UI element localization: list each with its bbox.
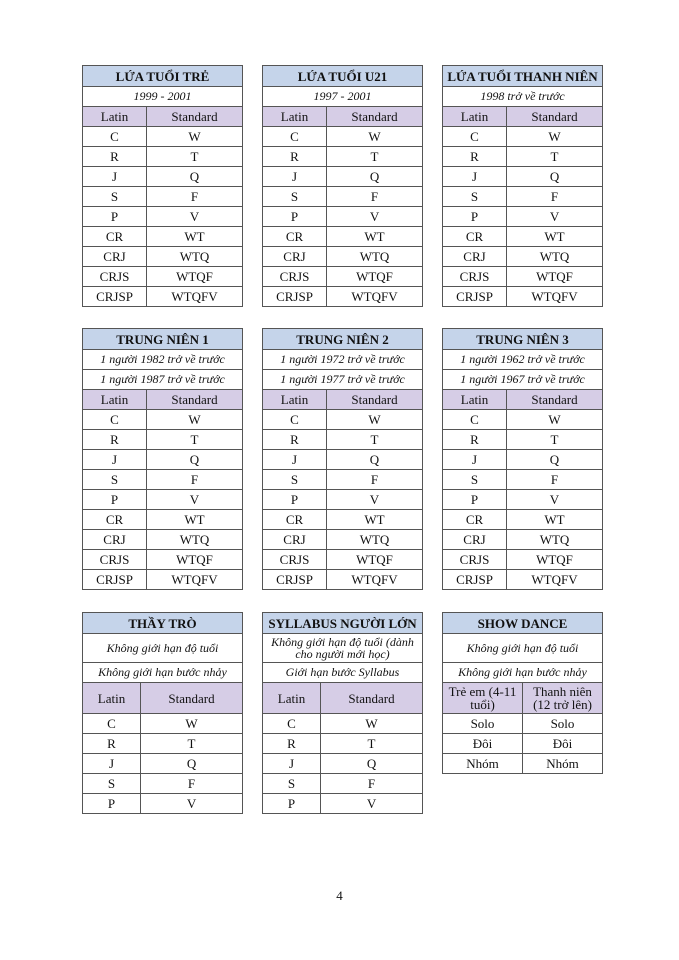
table-cell: V bbox=[507, 490, 603, 510]
table-cell: T bbox=[147, 147, 243, 167]
table-cell: P bbox=[443, 207, 507, 227]
table-cell: WTQF bbox=[327, 267, 423, 287]
table-cell: CRJSP bbox=[443, 570, 507, 590]
table-lua-tuoi-u21 bbox=[262, 65, 423, 307]
table-row bbox=[263, 127, 423, 147]
table-cell: F bbox=[327, 470, 423, 490]
table-cell: C bbox=[263, 714, 321, 734]
table-row bbox=[443, 450, 603, 470]
page-number: 4 bbox=[336, 888, 343, 903]
table-cell: C bbox=[83, 714, 141, 734]
table-cell: Solo bbox=[523, 714, 603, 734]
table-cell: CR bbox=[263, 510, 327, 530]
column-header: Standard bbox=[507, 107, 603, 127]
table-cell: J bbox=[83, 450, 147, 470]
table-cell: Q bbox=[327, 167, 423, 187]
table-row bbox=[83, 287, 243, 307]
table-title: LỨA TUỔI THANH NIÊN bbox=[443, 66, 603, 87]
table-row bbox=[83, 734, 243, 754]
table-cell: R bbox=[443, 147, 507, 167]
table-cell: T bbox=[507, 147, 603, 167]
table-cell: S bbox=[263, 774, 321, 794]
table-cell: V bbox=[141, 794, 243, 814]
table-row bbox=[83, 490, 243, 510]
table-subtitle: 1998 trở về trước bbox=[443, 87, 603, 107]
table-cell: WTQF bbox=[327, 550, 423, 570]
table-cell: P bbox=[263, 490, 327, 510]
table-cell: R bbox=[263, 430, 327, 450]
table-cell: Q bbox=[147, 167, 243, 187]
table-syllabus-nguoi-lon bbox=[262, 612, 423, 814]
table-row bbox=[83, 267, 243, 287]
table-row bbox=[263, 490, 423, 510]
table-subtitle: Không giới hạn bước nhảy bbox=[83, 663, 243, 683]
table-cell: T bbox=[327, 147, 423, 167]
table-row bbox=[263, 247, 423, 267]
table-row bbox=[263, 550, 423, 570]
table-cell: J bbox=[443, 167, 507, 187]
table-cell: WT bbox=[147, 227, 243, 247]
table-thay-tro bbox=[82, 612, 243, 814]
table-row bbox=[83, 450, 243, 470]
table-cell: S bbox=[263, 470, 327, 490]
table-trung-nien-1 bbox=[82, 328, 243, 590]
table-cell: P bbox=[83, 490, 147, 510]
table-subtitle: 1997 - 2001 bbox=[263, 87, 423, 107]
table-row bbox=[83, 510, 243, 530]
column-header: Latin bbox=[83, 390, 147, 410]
table-row bbox=[443, 287, 603, 307]
table-subtitle: Giới hạn bước Syllabus bbox=[263, 663, 423, 683]
table-cell: P bbox=[263, 794, 321, 814]
table-row bbox=[443, 510, 603, 530]
table-cell: C bbox=[263, 127, 327, 147]
table-cell: F bbox=[147, 470, 243, 490]
table-row bbox=[443, 147, 603, 167]
table-cell: T bbox=[507, 430, 603, 450]
table-cell: T bbox=[327, 430, 423, 450]
table-cell: CR bbox=[443, 227, 507, 247]
table-cell: Đôi bbox=[443, 734, 523, 754]
table-cell: Nhóm bbox=[443, 754, 523, 774]
table-cell: WTQFV bbox=[327, 287, 423, 307]
table-row bbox=[83, 227, 243, 247]
table-row bbox=[263, 450, 423, 470]
table-cell: R bbox=[263, 147, 327, 167]
table-row bbox=[263, 570, 423, 590]
table-subtitle: Không giới hạn độ tuổi bbox=[83, 634, 243, 663]
table-cell: C bbox=[83, 127, 147, 147]
table-cell: J bbox=[263, 167, 327, 187]
table-cell: Q bbox=[327, 450, 423, 470]
table-cell: R bbox=[83, 430, 147, 450]
table-row bbox=[263, 430, 423, 450]
table-subtitle: 1 người 1977 trở về trước bbox=[263, 370, 423, 390]
table-cell: WTQFV bbox=[147, 570, 243, 590]
table-subtitle: 1 người 1967 trở về trước bbox=[443, 370, 603, 390]
table-cell: S bbox=[83, 774, 141, 794]
table-cell: CR bbox=[83, 510, 147, 530]
table-cell: WT bbox=[327, 510, 423, 530]
table-cell: CR bbox=[263, 227, 327, 247]
table-row bbox=[263, 714, 423, 734]
table-cell: J bbox=[83, 167, 147, 187]
table-cell: CR bbox=[83, 227, 147, 247]
table-cell: C bbox=[443, 410, 507, 430]
table-cell: W bbox=[507, 127, 603, 147]
table-row bbox=[263, 794, 423, 814]
column-header: Standard bbox=[507, 390, 603, 410]
table-row bbox=[443, 127, 603, 147]
table-row bbox=[263, 267, 423, 287]
column-header: Latin bbox=[443, 390, 507, 410]
table-row bbox=[83, 754, 243, 774]
table-cell: CR bbox=[443, 510, 507, 530]
table-row bbox=[443, 430, 603, 450]
table-subtitle: Không giới hạn độ tuổi (dành cho người mới học) bbox=[263, 634, 423, 663]
table-row bbox=[263, 754, 423, 774]
table-cell: WTQFV bbox=[147, 287, 243, 307]
table-cell: CRJS bbox=[83, 267, 147, 287]
table-cell: W bbox=[327, 127, 423, 147]
table-row bbox=[443, 550, 603, 570]
table-cell: CRJ bbox=[83, 247, 147, 267]
table-subtitle: 1 người 1987 trở về trước bbox=[83, 370, 243, 390]
table-cell: J bbox=[263, 754, 321, 774]
table-row bbox=[83, 247, 243, 267]
column-header: Latin bbox=[263, 107, 327, 127]
table-cell: WTQ bbox=[507, 530, 603, 550]
table-cell: CRJS bbox=[83, 550, 147, 570]
table-title: TRUNG NIÊN 2 bbox=[263, 329, 423, 350]
table-title: TRUNG NIÊN 3 bbox=[443, 329, 603, 350]
table-row bbox=[83, 410, 243, 430]
table-cell: CRJS bbox=[263, 267, 327, 287]
table-cell: J bbox=[443, 450, 507, 470]
table-row bbox=[263, 227, 423, 247]
table-cell: WTQF bbox=[507, 267, 603, 287]
table-cell: Q bbox=[321, 754, 423, 774]
table-lua-tuoi-tre bbox=[82, 65, 243, 307]
table-row bbox=[443, 187, 603, 207]
table-cell: F bbox=[507, 187, 603, 207]
table-title: LỨA TUỔI TRẺ bbox=[83, 66, 243, 87]
table-cell: V bbox=[147, 207, 243, 227]
table-row bbox=[443, 207, 603, 227]
column-header: Trẻ em (4-11 tuổi) bbox=[443, 683, 523, 714]
table-cell: P bbox=[83, 794, 141, 814]
table-cell: CRJS bbox=[263, 550, 327, 570]
table-cell: Solo bbox=[443, 714, 523, 734]
table-cell: R bbox=[443, 430, 507, 450]
table-cell: WTQ bbox=[147, 530, 243, 550]
table-cell: CRJSP bbox=[263, 570, 327, 590]
table-cell: WTQ bbox=[147, 247, 243, 267]
column-header: Standard bbox=[147, 107, 243, 127]
table-show-dance bbox=[442, 612, 603, 774]
table-cell: CRJ bbox=[443, 247, 507, 267]
table-cell: W bbox=[147, 410, 243, 430]
column-header: Standard bbox=[327, 390, 423, 410]
table-cell: Đôi bbox=[523, 734, 603, 754]
table-cell: Q bbox=[507, 167, 603, 187]
table-row bbox=[263, 147, 423, 167]
table-cell: Q bbox=[141, 754, 243, 774]
table-row bbox=[443, 470, 603, 490]
table-cell: S bbox=[263, 187, 327, 207]
table-subtitle: 1 người 1972 trở về trước bbox=[263, 350, 423, 370]
table-row bbox=[263, 530, 423, 550]
table-row bbox=[443, 734, 603, 754]
table-cell: C bbox=[263, 410, 327, 430]
table-trung-nien-3 bbox=[442, 328, 603, 590]
table-cell: CRJ bbox=[263, 247, 327, 267]
table-row bbox=[443, 410, 603, 430]
table-cell: CRJSP bbox=[263, 287, 327, 307]
column-header: Standard bbox=[321, 683, 423, 714]
table-row bbox=[83, 774, 243, 794]
table-cell: CRJ bbox=[83, 530, 147, 550]
table-cell: F bbox=[321, 774, 423, 794]
column-header: Thanh niên (12 trở lên) bbox=[523, 683, 603, 714]
table-row bbox=[83, 530, 243, 550]
table-cell: W bbox=[507, 410, 603, 430]
table-row bbox=[83, 147, 243, 167]
table-cell: F bbox=[327, 187, 423, 207]
column-header: Latin bbox=[83, 683, 141, 714]
table-row bbox=[443, 267, 603, 287]
table-cell: P bbox=[263, 207, 327, 227]
table-cell: WTQFV bbox=[327, 570, 423, 590]
table-cell: P bbox=[443, 490, 507, 510]
table-cell: R bbox=[263, 734, 321, 754]
table-row bbox=[83, 167, 243, 187]
table-row bbox=[83, 470, 243, 490]
table-cell: T bbox=[141, 734, 243, 754]
table-cell: T bbox=[321, 734, 423, 754]
table-cell: V bbox=[507, 207, 603, 227]
table-cell: CRJSP bbox=[443, 287, 507, 307]
table-cell: WTQF bbox=[507, 550, 603, 570]
table-cell: Nhóm bbox=[523, 754, 603, 774]
table-cell: J bbox=[83, 754, 141, 774]
table-cell: J bbox=[263, 450, 327, 470]
table-cell: WTQ bbox=[327, 530, 423, 550]
table-cell: F bbox=[147, 187, 243, 207]
table-cell: WTQFV bbox=[507, 570, 603, 590]
table-row bbox=[263, 734, 423, 754]
table-cell: S bbox=[443, 187, 507, 207]
table-cell: W bbox=[141, 714, 243, 734]
table-row bbox=[443, 490, 603, 510]
table-cell: R bbox=[83, 147, 147, 167]
table-cell: P bbox=[83, 207, 147, 227]
table-title: LỨA TUỔI U21 bbox=[263, 66, 423, 87]
table-cell: S bbox=[443, 470, 507, 490]
table-subtitle: 1 người 1962 trở về trước bbox=[443, 350, 603, 370]
table-cell: WTQF bbox=[147, 550, 243, 570]
table-row bbox=[83, 550, 243, 570]
table-row bbox=[443, 247, 603, 267]
column-header: Standard bbox=[147, 390, 243, 410]
column-header: Latin bbox=[443, 107, 507, 127]
table-row bbox=[83, 127, 243, 147]
table-subtitle: Không giới hạn bước nhảy bbox=[443, 663, 603, 683]
table-row bbox=[263, 287, 423, 307]
table-cell: WTQF bbox=[147, 267, 243, 287]
table-lua-tuoi-thanh-nien bbox=[442, 65, 603, 307]
column-header: Latin bbox=[263, 683, 321, 714]
table-subtitle: Không giới hạn độ tuổi bbox=[443, 634, 603, 663]
table-cell: W bbox=[327, 410, 423, 430]
table-cell: Q bbox=[507, 450, 603, 470]
table-cell: C bbox=[83, 410, 147, 430]
table-cell: CRJSP bbox=[83, 287, 147, 307]
table-cell: CRJS bbox=[443, 267, 507, 287]
table-title: SYLLABUS NGƯỜI LỚN bbox=[263, 613, 423, 634]
table-cell: Q bbox=[147, 450, 243, 470]
table-row bbox=[83, 714, 243, 734]
table-row bbox=[443, 530, 603, 550]
table-cell: C bbox=[443, 127, 507, 147]
table-cell: F bbox=[141, 774, 243, 794]
table-cell: S bbox=[83, 470, 147, 490]
table-cell: CRJ bbox=[263, 530, 327, 550]
table-cell: CRJSP bbox=[83, 570, 147, 590]
table-row bbox=[263, 470, 423, 490]
table-row bbox=[443, 570, 603, 590]
table-cell: WT bbox=[507, 227, 603, 247]
table-row bbox=[443, 754, 603, 774]
table-cell: WT bbox=[507, 510, 603, 530]
column-header: Latin bbox=[83, 107, 147, 127]
table-trung-nien-2 bbox=[262, 328, 423, 590]
table-row bbox=[83, 794, 243, 814]
column-header: Standard bbox=[141, 683, 243, 714]
table-subtitle: 1 người 1982 trở về trước bbox=[83, 350, 243, 370]
table-cell: V bbox=[327, 207, 423, 227]
table-title: TRUNG NIÊN 1 bbox=[83, 329, 243, 350]
table-row bbox=[263, 207, 423, 227]
table-title: THẦY TRÒ bbox=[83, 613, 243, 634]
table-row bbox=[263, 167, 423, 187]
table-cell: CRJS bbox=[443, 550, 507, 570]
table-title: SHOW DANCE bbox=[443, 613, 603, 634]
table-cell: F bbox=[507, 470, 603, 490]
table-row bbox=[83, 570, 243, 590]
table-row bbox=[263, 410, 423, 430]
table-cell: W bbox=[321, 714, 423, 734]
column-header: Standard bbox=[327, 107, 423, 127]
table-cell: R bbox=[83, 734, 141, 754]
table-cell: WTQ bbox=[327, 247, 423, 267]
table-cell: WTQ bbox=[507, 247, 603, 267]
table-row bbox=[83, 207, 243, 227]
table-row bbox=[443, 167, 603, 187]
table-row bbox=[443, 714, 603, 734]
table-cell: WT bbox=[147, 510, 243, 530]
table-row bbox=[263, 510, 423, 530]
table-cell: WTQFV bbox=[507, 287, 603, 307]
table-cell: V bbox=[147, 490, 243, 510]
table-cell: CRJ bbox=[443, 530, 507, 550]
table-row bbox=[263, 187, 423, 207]
table-row bbox=[83, 187, 243, 207]
table-row bbox=[263, 774, 423, 794]
table-row bbox=[443, 227, 603, 247]
table-cell: W bbox=[147, 127, 243, 147]
table-cell: T bbox=[147, 430, 243, 450]
table-cell: V bbox=[327, 490, 423, 510]
table-cell: V bbox=[321, 794, 423, 814]
table-cell: WT bbox=[327, 227, 423, 247]
table-cell: S bbox=[83, 187, 147, 207]
table-row bbox=[83, 430, 243, 450]
column-header: Latin bbox=[263, 390, 327, 410]
table-subtitle: 1999 - 2001 bbox=[83, 87, 243, 107]
